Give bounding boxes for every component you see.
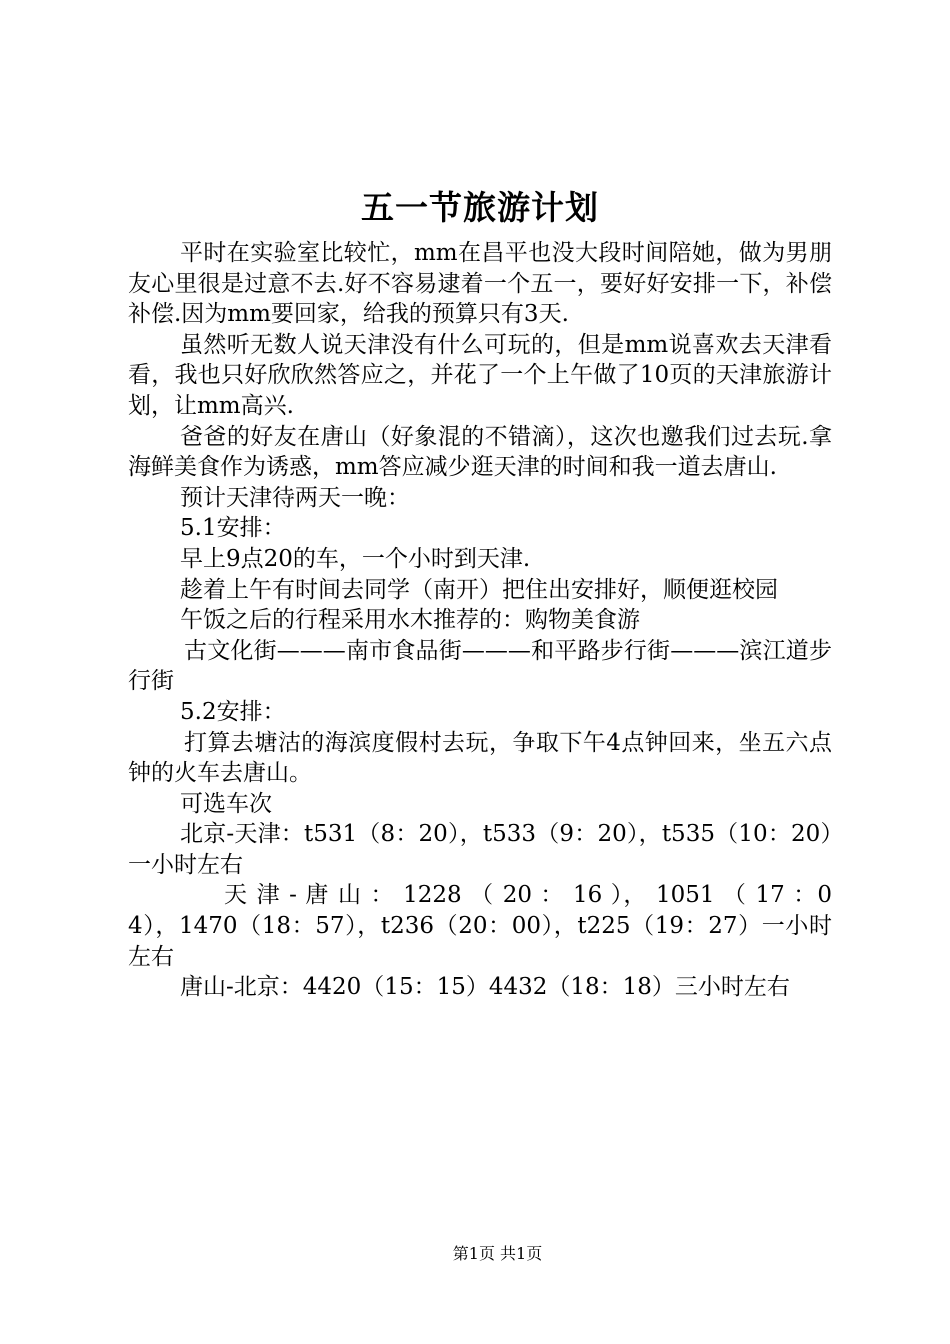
paragraph-tianjin-plan: 虽然听无数人说天津没有什么可玩的，但是mm说喜欢去天津看看，我也只好欣欣然答应之，并花了一个上午做了10页的天津旅游计划，让mm高兴. xyxy=(128,331,832,419)
paragraph-day2-plan: 打算去塘沽的海滨度假村去玩，争取下午4点钟回来，坐五六点钟的火车去唐山。 xyxy=(128,729,832,787)
paragraph-tangshan-invite: 爸爸的好友在唐山（好象混的不错滴），这次也邀我们过去玩.拿海鲜美食作为诱惑，mm答应减少逛天津的时间和我一道去唐山. xyxy=(128,423,832,481)
paragraph-day2-heading: 5.2安排： xyxy=(180,698,286,725)
paragraph-day1-heading: 5.1安排： xyxy=(180,515,286,542)
paragraph-beijing-tianjin: 北京-天津：t531（8：20），t533（9：20），t535（10：20）一小时左右 xyxy=(128,821,832,878)
paragraph-day1-morning: 趁着上午有时间去同学（南开）把住出安排好，顺便逛校园 xyxy=(180,576,778,603)
page-footer: 第1页 共1页 xyxy=(452,1244,543,1263)
paragraph-day1-afternoon: 午饭之后的行程采用水木推荐的：购物美食游 xyxy=(180,607,640,634)
paragraph-intro: 平时在实验室比较忙，mm在昌平也没大段时间陪她，做为男朋友心里很是过意不去.好不容易逮着一个五一，要好好安排一下，补偿补偿.因为mm要回家，给我的预算只有3天. xyxy=(128,240,832,328)
paragraph-day1-train: 早上9点20的车，一个小时到天津. xyxy=(180,545,531,572)
paragraph-day1-route: 古文化街———南市食品街———和平路步行街———滨江道步行街 xyxy=(128,637,832,695)
paragraph-tianjin-stay: 预计天津待两天一晚： xyxy=(180,484,410,511)
document-title: 五一节旅游计划 xyxy=(361,188,599,227)
paragraph-tangshan-beijing: 唐山-北京：4420（15：15）4432（18：18）三小时左右 xyxy=(180,974,790,1001)
paragraph-train-options: 可选车次 xyxy=(180,790,272,817)
document-body xyxy=(128,238,832,1003)
paragraph-tianjin-tangshan: 天 津 - 唐 山 ： 1228 （ 20 ： 16 ）， 1051 （ 17 ：04），1470（18：57），t236（20：00），t225（19：27）一小时左右 xyxy=(128,882,832,970)
